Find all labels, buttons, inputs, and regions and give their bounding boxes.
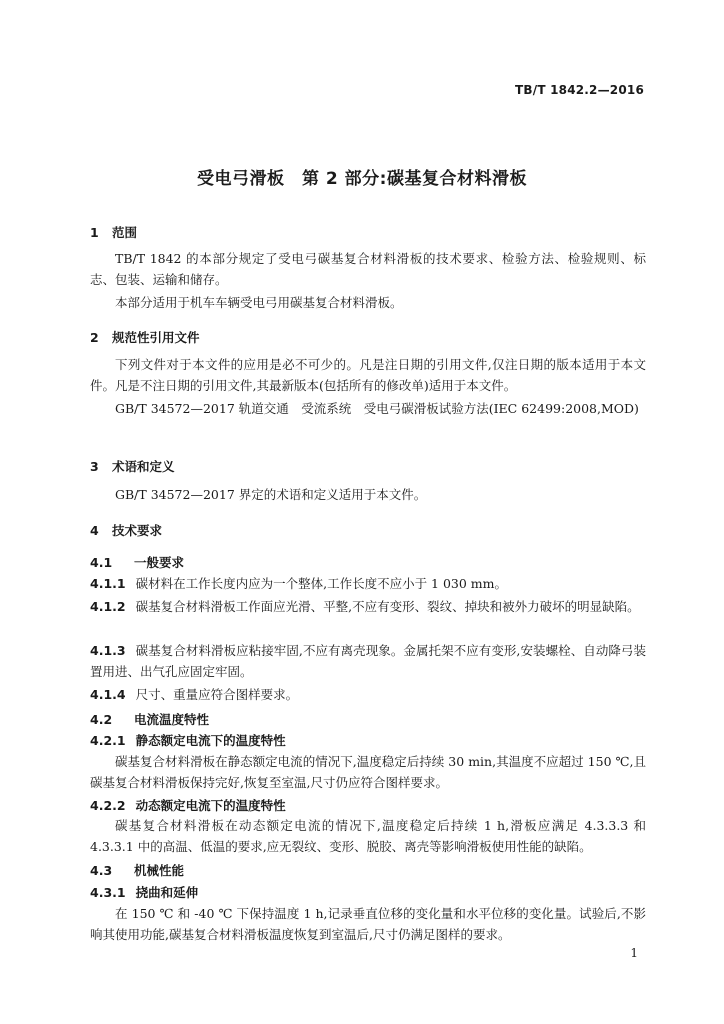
clause-4-1-2 bbox=[90, 596, 646, 617]
section-4-1-heading bbox=[90, 553, 184, 571]
clause-text: 碳基复合材料滑板应粘接牢固,不应有离壳现象。金属托架不应有变形,安装螺栓、自动降弓装置用进、出气孔应固定牢固。 bbox=[90, 643, 646, 679]
section-number: 4.3.1 bbox=[90, 885, 126, 900]
section-title: 一般要求 bbox=[134, 555, 185, 570]
section-4-2-2-heading bbox=[90, 796, 286, 814]
section-title: 动态额定电流下的温度特性 bbox=[135, 798, 286, 813]
section-1-heading bbox=[90, 223, 137, 241]
section-title: 机械性能 bbox=[134, 863, 185, 878]
clause-4-1-1 bbox=[90, 573, 646, 594]
clause-number: 4.1.4 bbox=[90, 687, 126, 702]
clause-4-1-4 bbox=[90, 684, 646, 705]
section-3-paragraph-1: GB/T 34572—2017 界定的术语和定义适用于本文件。 bbox=[115, 487, 427, 502]
section-number: 4.3 bbox=[90, 863, 113, 878]
section-title: 技术要求 bbox=[112, 523, 163, 538]
section-2-heading bbox=[90, 328, 200, 346]
clause-number: 4.1.1 bbox=[90, 576, 126, 591]
section-title: 规范性引用文件 bbox=[112, 330, 200, 345]
section-title: 术语和定义 bbox=[112, 459, 175, 474]
clause-number: 4.1.3 bbox=[90, 643, 126, 658]
section-number: 1 bbox=[90, 225, 99, 240]
clause-4-1-3 bbox=[90, 640, 646, 682]
section-4-3-heading bbox=[90, 861, 184, 879]
section-4-heading bbox=[90, 521, 162, 539]
section-3-heading bbox=[90, 457, 175, 475]
section-4-3-1-heading bbox=[90, 883, 198, 901]
section-number: 4.2.2 bbox=[90, 798, 126, 813]
section-4-2-heading bbox=[90, 710, 209, 728]
document-id: TB/T 1842.2—2016 bbox=[515, 83, 644, 97]
section-number: 2 bbox=[90, 330, 99, 345]
section-title: 挠曲和延伸 bbox=[135, 885, 199, 900]
section-2-paragraph-1: 下列文件对于本文件的应用是必不可少的。凡是注日期的引用文件,仅注日期的版本适用于本文件。凡是不注日期的引用文件,其最新版本(包括所有的修改单)适用于本文件。 bbox=[90, 357, 646, 393]
section-title: 电流温度特性 bbox=[134, 712, 210, 727]
section-number: 4.2.1 bbox=[90, 733, 126, 748]
section-1-paragraph-2: 本部分适用于机车车辆受电弓用碳基复合材料滑板。 bbox=[115, 295, 403, 310]
section-number: 4 bbox=[90, 523, 99, 538]
clause-number: 4.1.2 bbox=[90, 599, 126, 614]
clause-text: 碳材料在工作长度内应为一个整体,工作长度不应小于 1 030 mm。 bbox=[135, 576, 508, 591]
section-number: 4.2 bbox=[90, 712, 113, 727]
page-number: 1 bbox=[630, 946, 638, 960]
clause-text: 碳基复合材料滑板工作面应光滑、平整,不应有变形、裂纹、掉块和被外力破坏的明显缺陷。 bbox=[135, 599, 640, 614]
section-title: 范围 bbox=[112, 225, 138, 240]
section-4-2-2-paragraph: 碳基复合材料滑板在动态额定电流的情况下,温度稳定后持续 1 h,滑板应满足 4.3.3.3 和 4.3.3.1 中的高温、低温的要求,应无裂纹、变形、脱胶、离壳等影响滑板使用性能的缺陷。 bbox=[90, 818, 646, 854]
section-2-paragraph-2: GB/T 34572—2017 轨道交通 受流系统 受电弓碳滑板试验方法(IEC 62499:2008,MOD) bbox=[115, 401, 639, 416]
section-number: 3 bbox=[90, 459, 99, 474]
section-title: 静态额定电流下的温度特性 bbox=[135, 733, 286, 748]
section-1-paragraph-1: TB/T 1842 的本部分规定了受电弓碳基复合材料滑板的技术要求、检验方法、检验规则、标志、包装、运输和储存。 bbox=[90, 251, 646, 287]
section-4-2-1-heading bbox=[90, 731, 286, 749]
section-4-2-1-paragraph: 碳基复合材料滑板在静态额定电流的情况下,温度稳定后持续 30 min,其温度不应超过 150 ℃,且碳基复合材料滑板保持完好,恢复至室温,尺寸仍应符合图样要求。 bbox=[90, 754, 646, 790]
section-number: 4.1 bbox=[90, 555, 113, 570]
section-4-3-1-paragraph: 在 150 ℃ 和 -40 ℃ 下保持温度 1 h,记录垂直位移的变化量和水平位移的变化量。试验后,不影响其使用功能,碳基复合材料滑板温度恢复到室温后,尺寸仍满足图样的要求。 bbox=[90, 906, 646, 942]
document-title: 受电弓滑板 第 2 部分:碳基复合材料滑板 bbox=[197, 169, 527, 189]
clause-text: 尺寸、重量应符合图样要求。 bbox=[135, 687, 299, 702]
